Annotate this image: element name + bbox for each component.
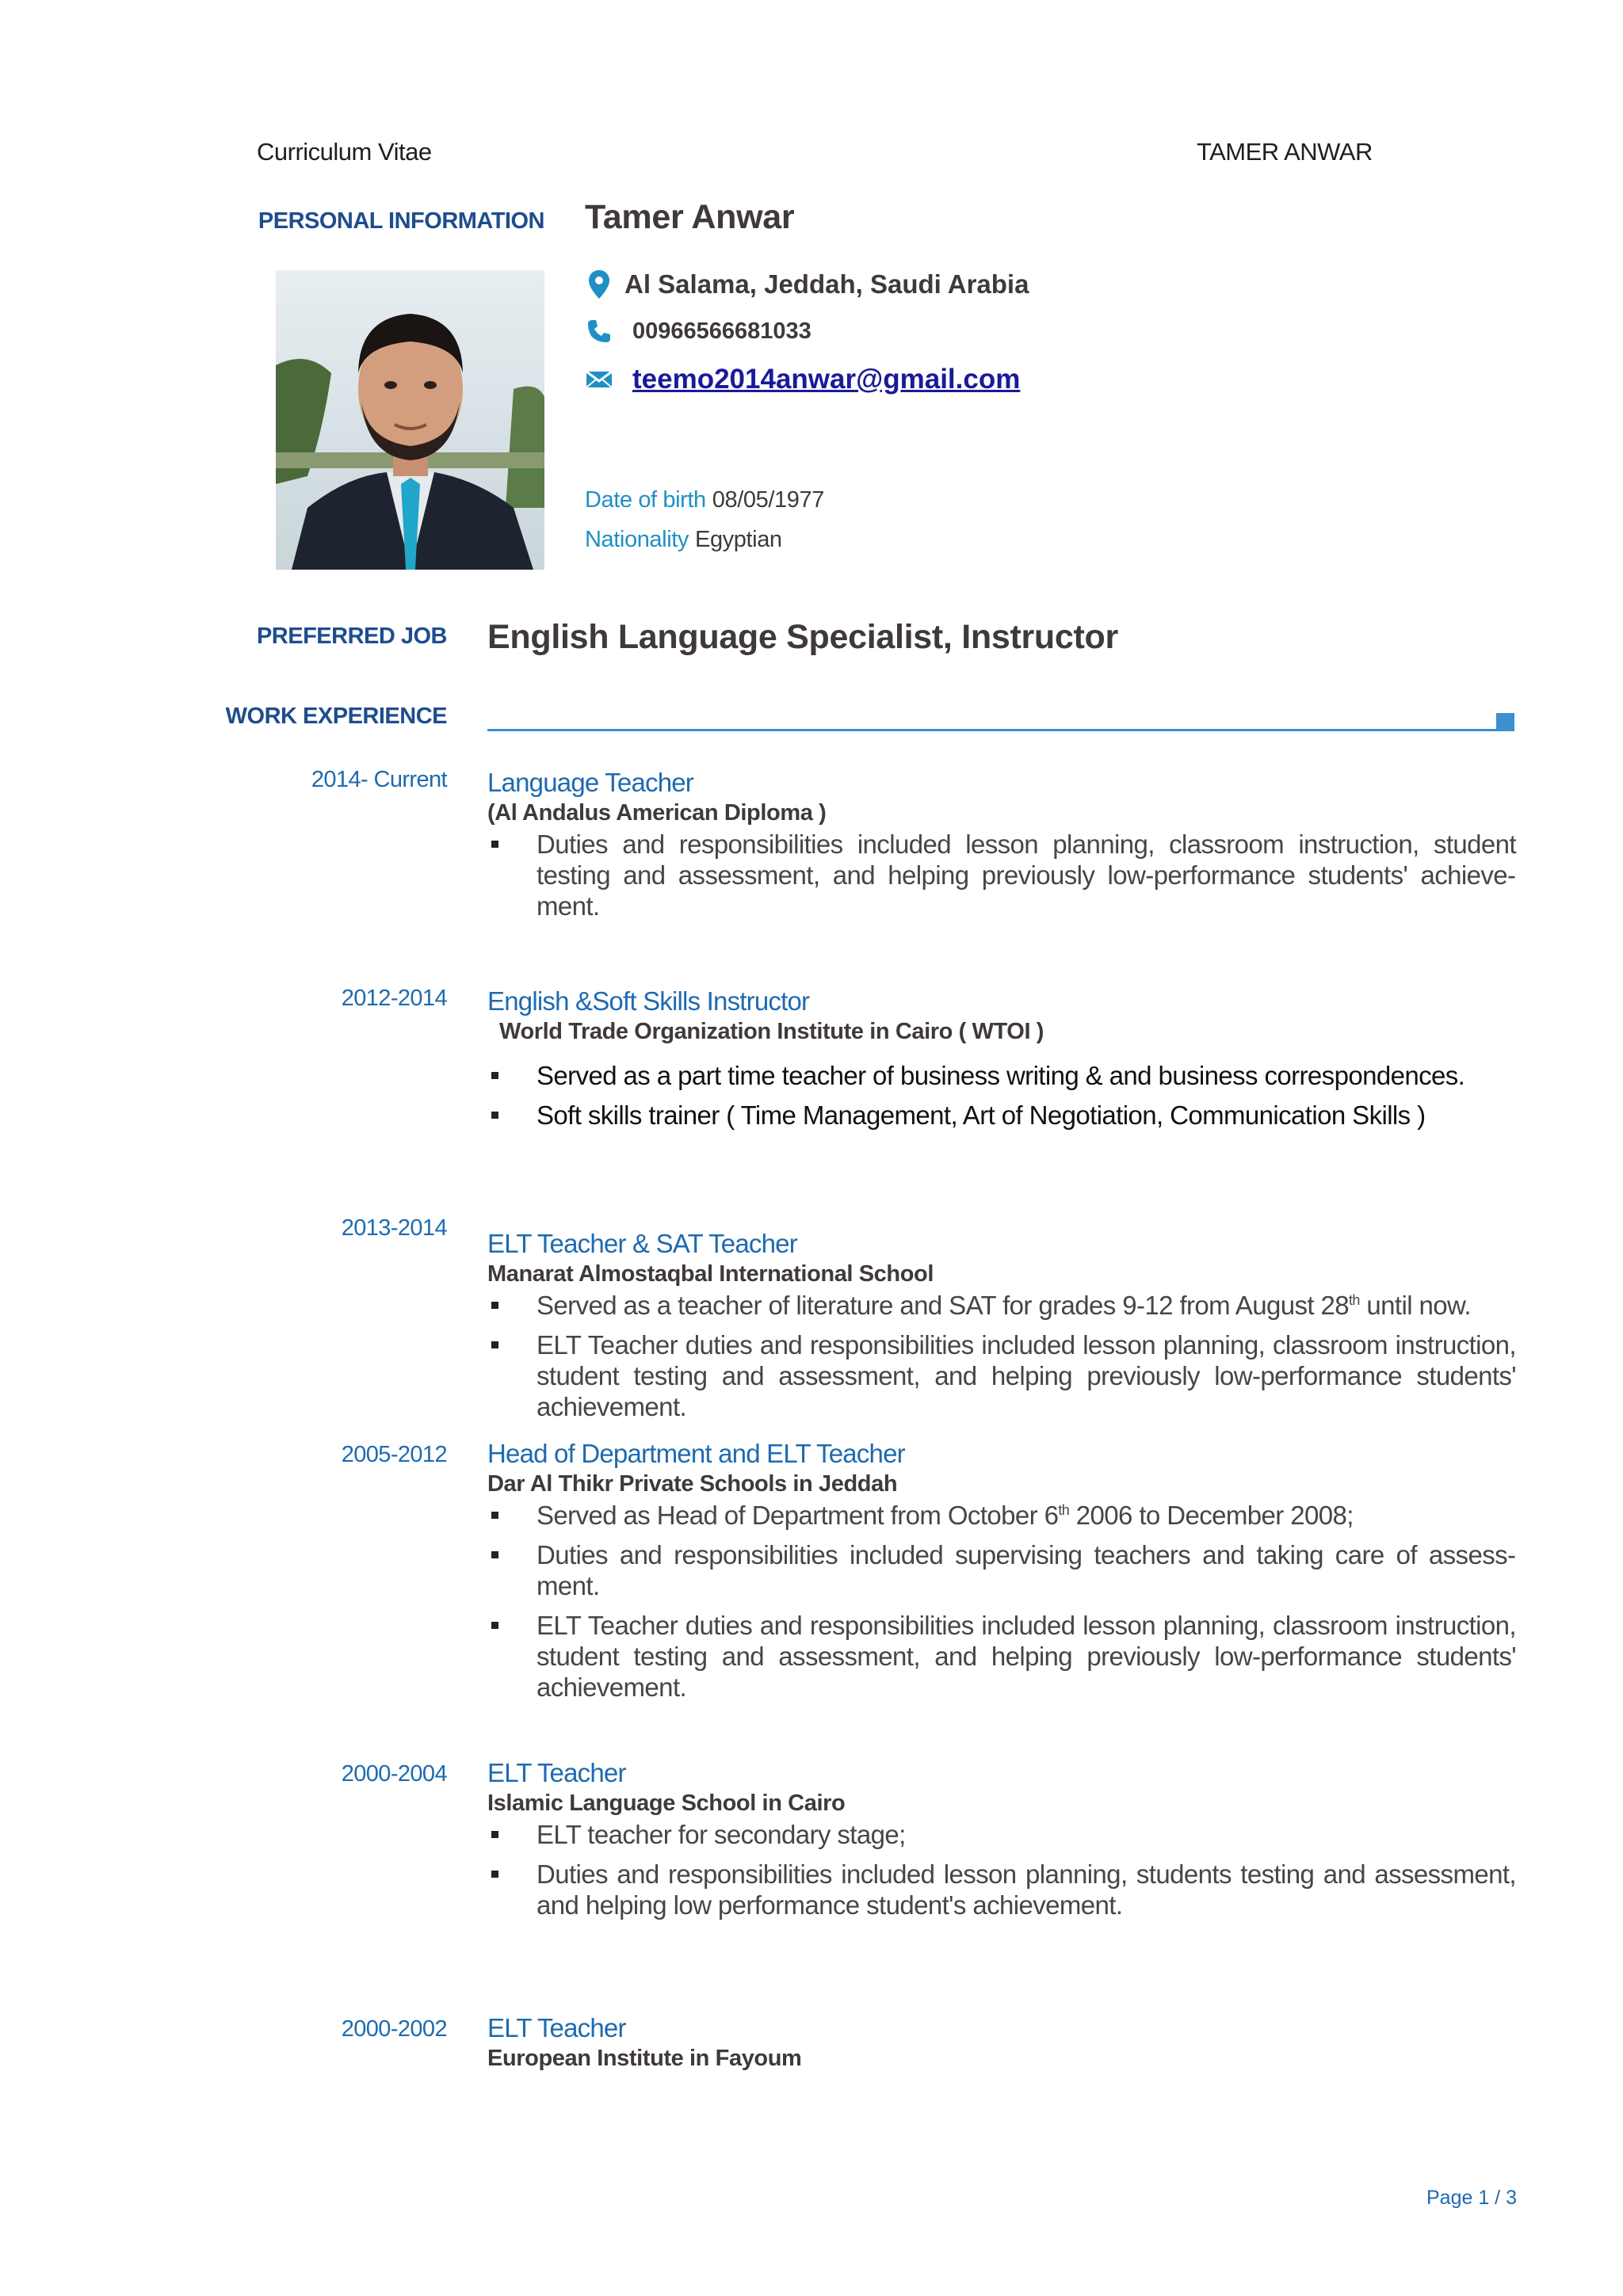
entry-role: ELT Teacher bbox=[487, 1758, 626, 1787]
page-number: Page 1 / 3 bbox=[1426, 2187, 1517, 2209]
nationality-value: Egyptian bbox=[695, 527, 782, 552]
duty-item: Duties and responsibilities included lesson planning, students testing and assessment, and helping low performance student's achievement. bbox=[487, 1859, 1516, 1920]
duty-item: Served as Head of Department from October 6th 2006 to December 2008; bbox=[487, 1500, 1516, 1531]
email-row bbox=[585, 364, 1020, 395]
entry-date: 2000-2002 bbox=[341, 2016, 447, 2042]
entry-org: (Al Andalus American Diploma ) bbox=[487, 800, 827, 826]
dob-label: Date of birth bbox=[585, 487, 706, 513]
entry-duties bbox=[487, 1060, 1516, 1131]
dob-row bbox=[585, 487, 824, 513]
address-text: Al Salama, Jeddah, Saudi Arabia bbox=[624, 269, 1029, 299]
entry-role: English &Soft Skills Instructor bbox=[487, 986, 810, 1016]
entry-date: 2012-2014 bbox=[341, 986, 447, 1011]
entry-role: ELT Teacher bbox=[487, 2013, 626, 2042]
phone-text: 00966566681033 bbox=[632, 318, 812, 344]
duty-item: Duties and responsibilities included lesson planning, classroom instruction, student testing and assessment, and helping previously low-performance students' achievement. bbox=[487, 829, 1516, 921]
entry-role: Language Teacher bbox=[487, 768, 693, 797]
entry-date: 2005-2012 bbox=[341, 1442, 447, 1467]
person-name: Tamer Anwar bbox=[585, 198, 795, 236]
entry-date: 2014- Current bbox=[311, 767, 447, 792]
envelope-icon bbox=[585, 365, 613, 394]
entry-date: 2000-2004 bbox=[341, 1761, 447, 1787]
preferred-job-title: English Language Specialist, Instructor bbox=[487, 618, 1118, 656]
duty-item: Soft skills trainer ( Time Management, Art of Negotiation, Communication Skills ) bbox=[487, 1100, 1516, 1131]
nationality-label: Nationality bbox=[585, 527, 689, 552]
address-row bbox=[585, 269, 1029, 299]
duty-item: Served as a teacher of literature and SAT for grades 9-12 from August 28th until now. bbox=[487, 1290, 1516, 1321]
phone-icon bbox=[585, 317, 613, 345]
duty-item: Duties and responsibilities included supervising teachers and taking care of assessment. bbox=[487, 1539, 1516, 1601]
duty-item: ELT teacher for secondary stage; bbox=[487, 1819, 1516, 1850]
section-divider-marker bbox=[1496, 713, 1514, 731]
personal-info-label: PERSONAL INFORMATION bbox=[258, 208, 544, 234]
work-experience-label: WORK EXPERIENCE bbox=[225, 704, 447, 729]
entry-org: Manarat Almostaqbal International School bbox=[487, 1261, 934, 1287]
entry-org: European Institute in Fayoum bbox=[487, 2046, 802, 2071]
entry-org: Islamic Language School in Cairo bbox=[487, 1791, 846, 1816]
entry-duties bbox=[487, 1819, 1516, 1920]
email-link[interactable]: teemo2014anwar@gmail.com bbox=[632, 364, 1021, 395]
entry-duties bbox=[487, 829, 1516, 921]
entry-org: Dar Al Thikr Private Schools in Jeddah bbox=[487, 1471, 898, 1497]
profile-photo bbox=[276, 270, 544, 570]
entry-org: World Trade Organization Institute in Cairo ( WTOI ) bbox=[499, 1019, 1044, 1044]
entry-duties bbox=[487, 1500, 1516, 1703]
location-pin-icon bbox=[585, 270, 613, 299]
duty-item: Served as a part time teacher of business writing & and business correspondences. bbox=[487, 1060, 1516, 1091]
duty-item: ELT Teacher duties and responsibilities included lesson planning, classroom instruction, student testing and assessment, and helping previously low-performance students' achievement. bbox=[487, 1329, 1516, 1422]
duty-item: ELT Teacher duties and responsibilities included lesson planning, classroom instruction, student testing and assessment, and helping previously low-performance students' achievement. bbox=[487, 1610, 1516, 1703]
entry-date: 2013-2014 bbox=[341, 1215, 447, 1241]
header-name: TAMER ANWAR bbox=[1197, 138, 1373, 166]
entry-role: ELT Teacher & SAT Teacher bbox=[487, 1229, 797, 1258]
phone-row bbox=[585, 317, 812, 345]
header-title: Curriculum Vitae bbox=[257, 138, 432, 166]
entry-duties bbox=[487, 1290, 1516, 1422]
nationality-row bbox=[585, 527, 782, 553]
section-divider bbox=[487, 729, 1514, 731]
preferred-job-label: PREFERRED JOB bbox=[256, 624, 447, 649]
entry-role: Head of Department and ELT Teacher bbox=[487, 1439, 905, 1468]
dob-value: 08/05/1977 bbox=[712, 487, 824, 513]
